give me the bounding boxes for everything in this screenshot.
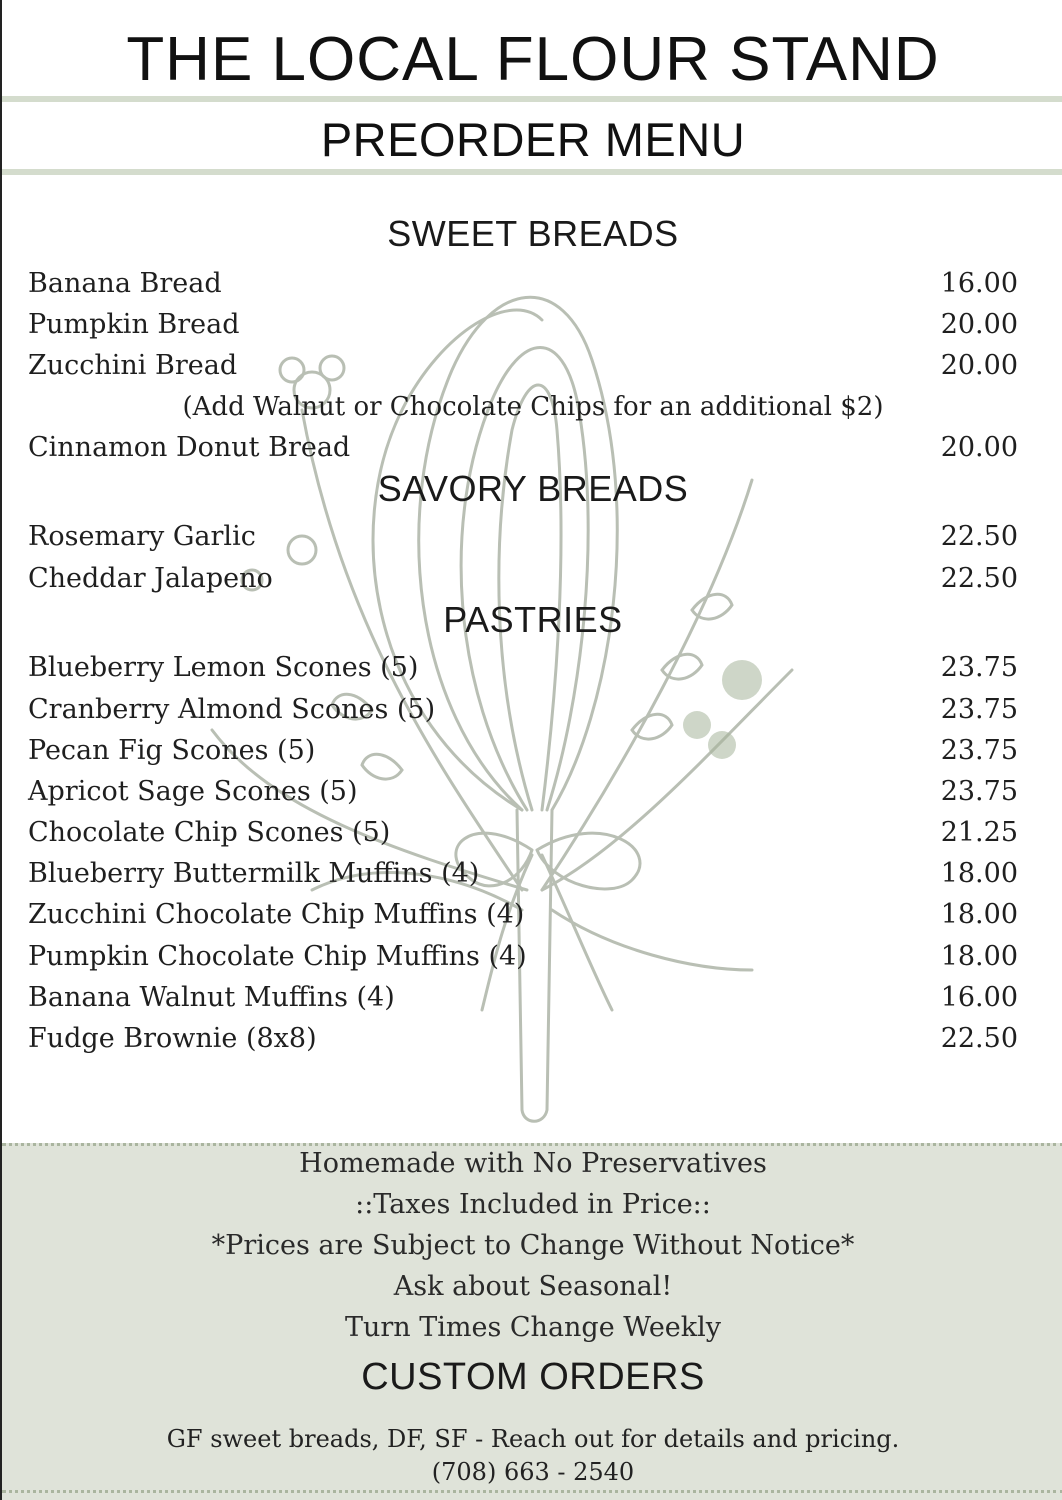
item-price: 20.00: [940, 432, 1018, 463]
custom-orders-details: GF sweet breads, DF, SF - Reach out for details and pricing.: [166, 1425, 900, 1453]
menu-item: [28, 982, 1018, 1018]
item-name: Zucchini Chocolate Chip Muffins (4): [28, 899, 525, 930]
phone-number: (708) 663 - 2540: [431, 1458, 635, 1486]
page-subtitle: PREORDER MENU: [320, 113, 746, 166]
item-price: 22.50: [940, 1023, 1018, 1054]
item-price: 16.00: [940, 982, 1018, 1013]
item-name: Pumpkin Bread: [28, 309, 240, 340]
menu-item: [28, 899, 1018, 935]
item-name: Pecan Fig Scones (5): [28, 735, 316, 766]
item-name: Fudge Brownie (8x8): [28, 1023, 317, 1054]
item-price: 21.25: [940, 817, 1018, 848]
item-price: 18.00: [940, 858, 1018, 889]
header-rule-bottom: [2, 169, 1062, 175]
item-name: Banana Walnut Muffins (4): [28, 982, 395, 1013]
section-heading-sweet-breads: SWEET BREADS: [387, 213, 679, 254]
item-price: 22.50: [940, 563, 1018, 594]
item-name: Chocolate Chip Scones (5): [28, 817, 391, 848]
item-name: Apricot Sage Scones (5): [28, 776, 358, 807]
item-price: 23.75: [940, 776, 1018, 807]
menu-item: [28, 432, 1018, 468]
footer-line: Homemade with No Preservatives: [299, 1148, 767, 1179]
item-name: Pumpkin Chocolate Chip Muffins (4): [28, 941, 527, 972]
footer-dotted-border: [2, 1490, 1062, 1493]
menu-item: [28, 858, 1018, 894]
item-name: Zucchini Bread: [28, 350, 238, 381]
menu-item: [28, 268, 1018, 304]
item-price: 23.75: [940, 652, 1018, 683]
menu-item: [28, 941, 1018, 977]
menu-item: [28, 563, 1018, 599]
footer-line: Ask about Seasonal!: [393, 1271, 673, 1302]
item-name: Cinnamon Donut Bread: [28, 432, 351, 463]
menu-item: [28, 694, 1018, 730]
header-rule-top: [2, 96, 1062, 102]
page-title: THE LOCAL FLOUR STAND: [126, 25, 940, 94]
item-price: 16.00: [940, 268, 1018, 299]
custom-orders-heading: CUSTOM ORDERS: [361, 1356, 705, 1398]
item-price: 20.00: [940, 309, 1018, 340]
item-name: Rosemary Garlic: [28, 521, 256, 552]
item-name: Blueberry Lemon Scones (5): [28, 652, 419, 683]
add-on-note: (Add Walnut or Chocolate Chips for an additional $2): [182, 392, 884, 422]
item-price: 20.00: [940, 350, 1018, 381]
item-price: 22.50: [940, 521, 1018, 552]
item-price: 18.00: [940, 941, 1018, 972]
item-price: 18.00: [940, 899, 1018, 930]
menu-item: [28, 776, 1018, 812]
item-name: Banana Bread: [28, 268, 222, 299]
menu-item: [28, 521, 1018, 557]
item-name: Cranberry Almond Scones (5): [28, 694, 436, 725]
item-price: 23.75: [940, 735, 1018, 766]
menu-item: [28, 309, 1018, 345]
menu-item: [28, 735, 1018, 771]
item-price: 23.75: [940, 694, 1018, 725]
footer-line: Turn Times Change Weekly: [344, 1312, 722, 1343]
section-heading-savory-breads: SAVORY BREADS: [377, 468, 689, 509]
footer-line: *Prices are Subject to Change Without Notice*: [211, 1230, 855, 1261]
menu-item: [28, 817, 1018, 853]
menu-item: [28, 652, 1018, 688]
menu-item: [28, 350, 1018, 386]
footer-line: ::Taxes Included in Price::: [355, 1189, 711, 1220]
menu-item: [28, 1023, 1018, 1059]
section-heading-pastries: PASTRIES: [443, 599, 623, 640]
item-name: Blueberry Buttermilk Muffins (4): [28, 858, 480, 889]
item-name: Cheddar Jalapeno: [28, 563, 273, 594]
